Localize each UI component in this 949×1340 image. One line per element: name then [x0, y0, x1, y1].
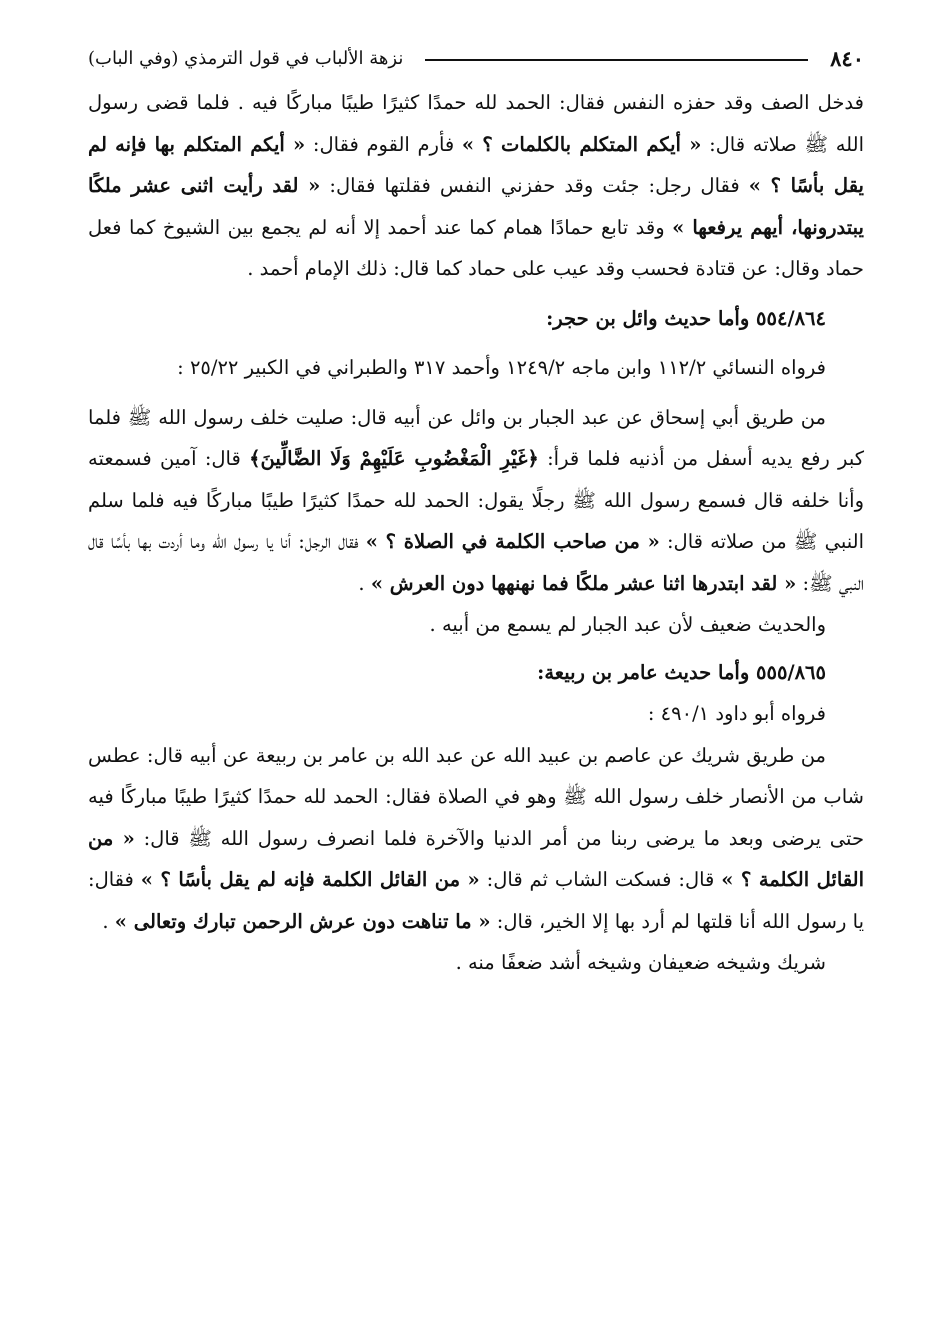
- text-segment: فأرم القوم فقال:: [305, 132, 462, 156]
- book-page: [88, 38, 864, 1318]
- page-number: ٨٤٠: [830, 45, 864, 71]
- page-header: [88, 38, 864, 78]
- hadith-quote: « لقد رأيت اثنى عشر ملكًا يبتدرونها، أيهم يرفعها »: [88, 174, 864, 239]
- text-segment: من طريق شريك عن عاصم بن عبيد الله عن عبد الله بن عامر بن ربيعة عن أبيه قال: عطس شاب من الأنصار خلف رسول الله ﷺ وهو في الصلاة فقال: الحمد لله حمدًا كثيرًا طيبًا مباركًا فيه حتى يرضى وبعد ما يرضى ربنا من أمر الدنيا والآخرة فلما انصرف رسول الله ﷺ قال:: [88, 743, 864, 850]
- hadith-quote: « من القائل الكلمة ؟ »: [88, 826, 864, 891]
- paragraph-continuation: [88, 82, 864, 290]
- text-segment: .: [102, 909, 115, 933]
- text-segment: وقد تابع حمادًا همام كما عند أحمد إلا أنه لم يجمع بين الشيوخ كما فعل حماد وقال: عن قتادة فحسب وقد عيب على حماد كما قال: ذلك الإمام أحمد .: [88, 215, 864, 280]
- quran-verse: ﴿غَيْرِ الْمَغْضُوبِ عَلَيْهِمْ وَلَا الضَّالِّينَ﴾: [249, 447, 539, 470]
- text-segment: .: [358, 571, 371, 595]
- text-segment: قال: فسكت الشاب ثم قال:: [479, 868, 722, 891]
- hadith-quote: « أيكم المتكلم بها فإنه لم يقل بأسًا ؟ »: [88, 132, 864, 197]
- text-segment: قال: آمين فسمعته وأنا خلفه قال فسمع رسول الله ﷺ رجلًا يقول: الحمد لله حمدًا كثيرًا طيبًا مباركًا فيه فلما سلم النبي ﷺ من صلاته قال:: [88, 447, 864, 553]
- text-segment: من طريق أبي إسحاق عن عبد الجبار بن وائل عن أبيه قال: صليت خلف رسول الله ﷺ فلما كبر رفع يديه أسفل من أذنيه فلما قرأ:: [88, 405, 864, 470]
- text-segment: فقال الرجل: أنا يا رسول الله وما أردت بها بأسًا قال النبي ﷺ:: [88, 530, 864, 595]
- running-title: نزهة الألباب في قول الترمذي (وفي الباب): [88, 47, 404, 69]
- page-body: [88, 82, 864, 984]
- hadith-quote: « من صاحب الكلمة في الصلاة ؟ »: [365, 530, 660, 553]
- header-rule: [425, 59, 808, 61]
- text-segment: فدخل الصف وقد حفزه النفس فقال: الحمد لله حمدًا كثيرًا طيبًا مباركًا فيه . فلما قضى رسول الله ﷺ صلاته قال:: [88, 91, 864, 156]
- hadith-quote: « من القائل الكلمة فإنه لم يقل بأسًا ؟ »: [140, 868, 480, 891]
- paragraph-grading-wail: والحديث ضعيف لأن عبد الجبار لم يسمع من أبيه .: [429, 613, 826, 636]
- section-heading-amir: ٥٥٥/٨٦٥ وأما حديث عامر بن ربيعة:: [537, 660, 826, 684]
- paragraph-hadith-wail: [88, 397, 864, 605]
- section-heading-wail: ٥٥٤/٨٦٤ وأما حديث وائل بن حجر:: [546, 306, 826, 330]
- hadith-quote: « أيكم المتكلم بالكلمات ؟ »: [461, 132, 702, 156]
- paragraph-hadith-amir: [88, 735, 864, 943]
- paragraph-sources-amir: فرواه أبو داود ٤٩٠/١ :: [647, 702, 826, 725]
- paragraph-grading-amir: شريك وشيخه ضعيفان وشيخه أشد ضعفًا منه .: [455, 951, 826, 974]
- text-segment: فقال رجل: جئت وقد حفزني النفس فقلتها فقال:: [320, 174, 749, 197]
- paragraph-sources-wail: فرواه النسائي ١١٢/٢ وابن ماجه ١٢٤٩/٢ وأحمد ٣١٧ والطبراني في الكبير ٢٥/٢٢ :: [177, 356, 826, 379]
- hadith-quote: « لقد ابتدرها اثنا عشر ملكًا فما نهنهها دون العرش »: [370, 571, 797, 595]
- hadith-quote: « ما تناهت دون عرش الرحمن تبارك وتعالى »: [114, 909, 491, 933]
- text-segment: فقال: يا رسول الله أنا قلتها لم أرد بها إلا الخير، قال:: [88, 868, 864, 933]
